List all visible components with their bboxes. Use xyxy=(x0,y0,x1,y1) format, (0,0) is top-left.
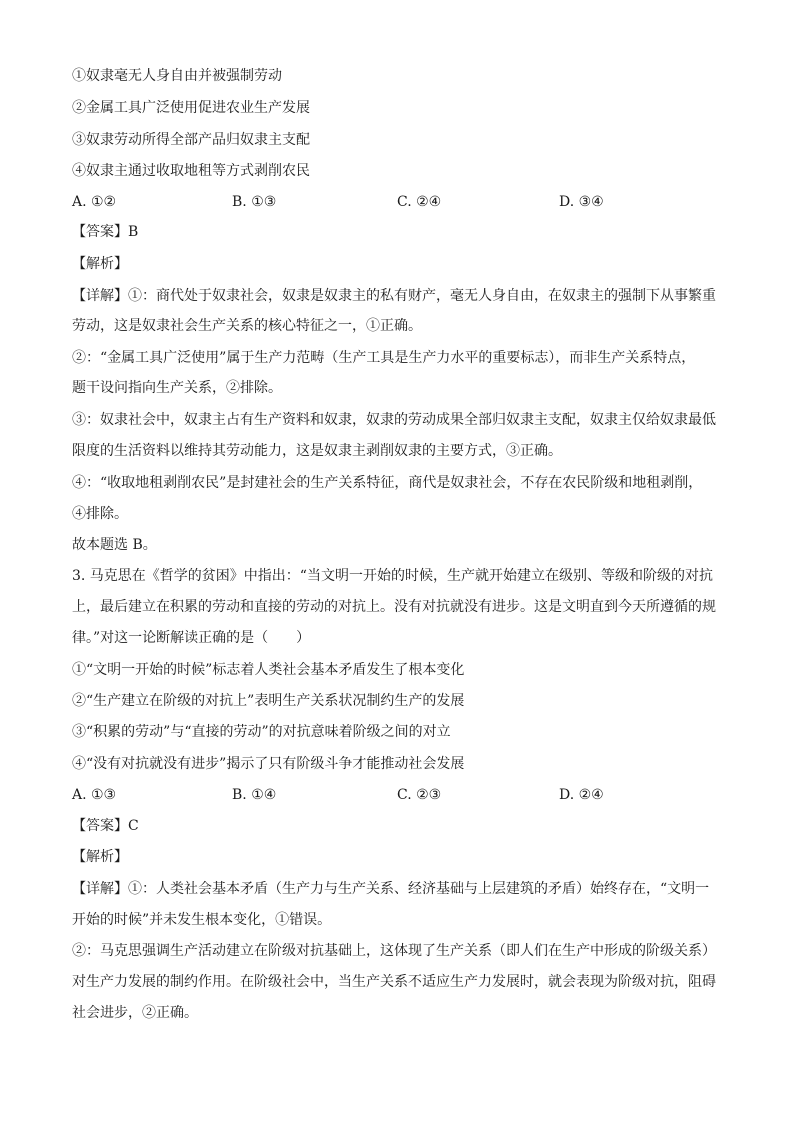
q3-options xyxy=(72,785,722,805)
q2-option-b: B. ①③ xyxy=(232,194,277,210)
q3-option-a: A. ①③ xyxy=(72,787,117,803)
q2-statement-3: ③奴隶劳动所得全部产品归奴隶主支配 xyxy=(72,132,310,148)
q2-detail-line: ②：“金属工具广泛使用”属于生产力范畴（生产工具是生产力水平的重要标志），而非生产关系特点， xyxy=(72,350,696,366)
q3-statement-2: ②“生产建立在阶级的对抗上”表明生产关系状况制约生产的发展 xyxy=(72,693,465,709)
q2-detail-line: ④排除。 xyxy=(72,506,128,522)
q3-detail-line: 对生产力发展的制约作用。在阶级社会中，当生产关系不适应生产力发展时，就会表现为阶级对抗，阻碍 xyxy=(72,974,716,990)
q2-statement-4: ④奴隶主通过收取地租等方式剥削农民 xyxy=(72,163,310,179)
q2-detail-line: 【详解】①：商代处于奴隶社会，奴隶是奴隶主的私有财产，毫无人身自由，在奴隶主的强制下从事繁重 xyxy=(72,288,716,304)
q2-detail-line: 限度的生活资料以维持其劳动能力，这是奴隶主剥削奴隶的主要方式，③正确。 xyxy=(72,443,562,459)
q3-detail-line: 【详解】①：人类社会基本矛盾（生产力与生产关系、经济基础与上层建筑的矛盾）始终存在，“文明一 xyxy=(72,881,710,897)
q3-option-b: B. ①④ xyxy=(232,787,277,803)
q3-analysis-label: 【解析】 xyxy=(72,849,128,865)
q3-stem-line: 上，最后建立在积累的劳动和直接的劳动的对抗上。没有对抗就没有进步。这是文明直到今天所遵循的规 xyxy=(72,599,716,615)
q3-detail-line: 开始的时候”并未发生根本变化，①错误。 xyxy=(72,912,332,928)
q3-stem-line: 律。”对这一论断解读正确的是（ ） xyxy=(72,630,311,646)
q3-detail-line: 社会进步，②正确。 xyxy=(72,1005,198,1021)
q3-statement-4: ④“没有对抗就没有进步”揭示了只有阶级斗争才能推动社会发展 xyxy=(72,756,465,772)
q3-answer: 【答案】C xyxy=(72,818,139,834)
q3-detail-line: ②：马克思强调生产活动建立在阶级对抗基础上，这体现了生产关系（即人们在生产中形成的阶级关系） xyxy=(72,943,716,959)
q3-statement-1: ①“文明一开始的时候”标志着人类社会基本矛盾发生了根本变化 xyxy=(72,662,465,678)
q3-option-c: C. ②③ xyxy=(397,787,442,803)
q2-option-d: D. ③④ xyxy=(559,194,604,210)
q2-detail-line: ③：奴隶社会中，奴隶主占有生产资料和奴隶，奴隶的劳动成果全部归奴隶主支配，奴隶主仅给奴隶最低 xyxy=(72,412,716,428)
q3-statement-3: ③“积累的劳动”与“直接的劳动”的对抗意味着阶级之间的对立 xyxy=(72,724,451,740)
q3-option-d: D. ②④ xyxy=(559,787,604,803)
q2-detail-line: ④：“收取地租剥削农民”是封建社会的生产关系特征，商代是奴隶社会，不存在农民阶级和地租剥削， xyxy=(72,475,703,491)
q2-statement-2: ②金属工具广泛使用促进农业生产发展 xyxy=(72,100,310,116)
q3-stem-line: 3. 马克思在《哲学的贫困》中指出：“当文明一开始的时候，生产就开始建立在级别、等级和阶级的对抗 xyxy=(72,568,713,584)
q2-analysis-label: 【解析】 xyxy=(72,256,128,272)
q2-option-a: A. ①② xyxy=(72,194,117,210)
q2-conclusion: 故本题选 B。 xyxy=(72,537,157,553)
q2-detail-line: 题干设问指向生产关系，②排除。 xyxy=(72,380,282,396)
q2-statement-1: ①奴隶毫无人身自由并被强制劳动 xyxy=(72,68,282,84)
q2-options xyxy=(72,192,722,212)
q2-option-c: C. ②④ xyxy=(397,194,442,210)
q2-answer: 【答案】B xyxy=(72,224,139,240)
q2-detail-line: 劳动，这是奴隶社会生产关系的核心特征之一，①正确。 xyxy=(72,318,422,334)
